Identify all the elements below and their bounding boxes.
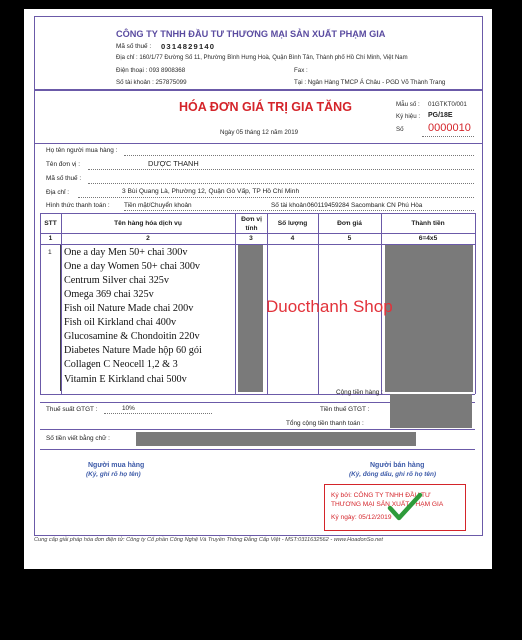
list-item: One a day Women 50+ chai 300v	[64, 261, 201, 272]
header-divider	[34, 89, 483, 91]
digital-signature-box	[324, 484, 466, 531]
list-item: One a day Men 50+ chai 300v	[64, 247, 188, 258]
col-number-6: 6=4x5	[418, 235, 438, 242]
buyer-tax-label: Mã số thuế :	[46, 175, 82, 182]
redacted-totals	[390, 394, 472, 428]
amount-in-words-label: Số tiền viết bằng chữ :	[46, 435, 110, 442]
vat-amount-label: Tiền thuế GTGT :	[320, 406, 370, 413]
number-label: Số	[396, 126, 404, 133]
symbol-label: Ký hiệu :	[396, 113, 421, 120]
buyer-address-value: 3 Bùi Quang Là, Phường 12, Quận Gò Vấp, TP Hồ Chí Minh	[122, 188, 300, 195]
payment-value: Tiền mặt/Chuyển khoản	[124, 202, 192, 209]
list-item: Fish oil Kirkland chai 400v	[64, 317, 177, 328]
header-unit: Đơn vị tính	[241, 216, 262, 232]
buyer-unit-value: DƯỢC THANH	[148, 159, 199, 168]
header-stt: STT	[44, 220, 57, 227]
buyer-account-label: Số tài khoản :	[271, 202, 311, 209]
col-number-5: 5	[347, 235, 352, 242]
buyer-unit-label: Tên đơn vị :	[46, 161, 81, 168]
redacted-amount-column	[385, 245, 473, 392]
seller-account: Số tài khoản : 257875099	[116, 79, 187, 86]
list-item: Vitamin E Kirkland chai 500v	[64, 374, 187, 385]
signed-date: Ký ngày: 05/12/2019	[331, 514, 392, 521]
buyer-sign-note: (Ký, ghi rõ họ tên)	[86, 471, 141, 478]
buyer-account-value: 060119459284 Sacombank CN Phú Hòa	[307, 202, 423, 209]
provider-footer: Cung cấp giải pháp hóa đơn điện tử: Công ty Cổ phần Công Nghệ Và Truyền Thông Đẳng Cấp Việt - MST:0311632562 - www.HoadonSo.net	[34, 537, 383, 543]
vat-rate-label: Thuế suất GTGT :	[46, 406, 98, 413]
redacted-unit-column	[238, 245, 263, 392]
seller-sign-title: Người bán hàng	[370, 462, 425, 469]
row-number: 1	[48, 249, 52, 256]
seller-address: Địa chỉ : 160/1/77 Đường Số 11, Phường Bình Hưng Hoà, Quận Bình Tân, Thành phố Hồ Chí Minh, Việt Nam	[116, 55, 408, 61]
col-number-1: 1	[48, 235, 53, 242]
form-value: 01GTKT0/001	[428, 101, 467, 108]
list-item: Omega 369 chai 325v	[64, 289, 154, 300]
vat-rate-value: 10%	[122, 405, 135, 412]
title-divider	[34, 143, 483, 144]
seller-bank: Tại : Ngân Hàng TMCP Á Châu - PGD Võ Thành Trang	[294, 79, 446, 86]
header-item-name: Tên hàng hóa dịch vụ	[114, 220, 182, 227]
form-label: Mẫu số :	[396, 101, 420, 108]
list-item: Diabetes Nature Made hộp 60 gói	[64, 345, 202, 356]
signed-by: Ký bởi: CÔNG TY TNHH ĐẦU TƯ THƯƠNG MẠI SẢN XUẤT PHẠM GIA	[331, 492, 444, 508]
symbol-value: PG/18E	[428, 112, 453, 119]
total-label: Tổng cộng tiền thanh toán :	[286, 420, 364, 427]
list-item: Collagen C Neocell 1,2 & 3	[64, 359, 178, 370]
col-number-3: 3	[249, 235, 253, 242]
list-item: Centrum Silver chai 325v	[64, 275, 169, 286]
payment-label: Hình thức thanh toán :	[46, 202, 110, 209]
col-number-2: 2	[146, 235, 150, 242]
header-unit-price: Đơn giá	[337, 220, 362, 227]
buyer-address-label: Địa chỉ :	[46, 189, 70, 196]
invoice-number: 0000010	[428, 122, 471, 134]
invoice-title: HÓA ĐƠN GIÁ TRỊ GIA TĂNG	[179, 100, 352, 114]
check-icon	[387, 492, 423, 522]
watermark-text: Duocthanh Shop	[266, 297, 393, 316]
seller-fax: Fax :	[294, 67, 308, 74]
redacted-amount-in-words	[136, 432, 416, 446]
seller-company: CÔNG TY TNHH ĐẦU TƯ THƯƠNG MẠI SẢN XUẤT PHẠM GIA	[116, 29, 386, 39]
invoice-date: Ngày 05 tháng 12 năm 2019	[220, 129, 299, 136]
buyer-name-label: Họ tên người mua hàng :	[46, 147, 118, 154]
header-amount: Thành tiền	[411, 220, 445, 227]
seller-tax-label: Mã số thuế :	[116, 43, 152, 50]
buyer-sign-title: Người mua hàng	[88, 462, 145, 469]
seller-tax-code: 0314829140	[161, 42, 216, 51]
list-item: Fish oil Nature Made chai 200v	[64, 303, 194, 314]
invoice-sheet	[24, 9, 492, 569]
subtotal-label: Cộng tiền hàng :	[336, 389, 383, 396]
seller-phone: Điện thoại : 093 8908368	[116, 67, 186, 74]
seller-sign-note: (Ký, đóng dấu, ghi rõ họ tên)	[349, 471, 436, 478]
header-quantity: Số lượng	[277, 220, 308, 227]
col-number-4: 4	[290, 235, 295, 242]
list-item: Glucosamine & Chondoitin 220v	[64, 331, 200, 342]
